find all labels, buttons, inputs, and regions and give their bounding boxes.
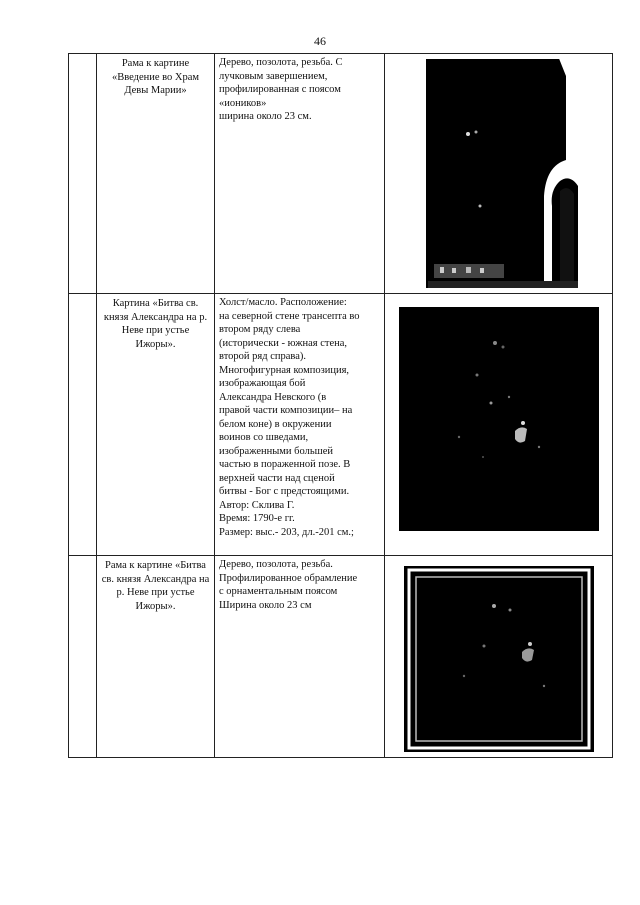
description-line: правой части композиции– на <box>219 405 353 416</box>
description-line: Александра Невского (в <box>219 391 327 403</box>
page-number: 46 <box>314 34 326 48</box>
description-line: Профилированное обрамление <box>219 572 358 584</box>
description-line: второй ряд справа). <box>219 351 306 362</box>
description-line: Автор: Склива Г. <box>219 499 295 511</box>
description-line: на северной стене трансепта во <box>219 310 360 322</box>
description-line: (исторически - южная стена, <box>219 337 348 349</box>
description-line: «иоников» <box>219 97 267 109</box>
description-line: битвы - Бог с предстоящими. <box>219 486 350 497</box>
framed-arched-painting-photo <box>420 56 578 288</box>
description-line: Дерево, позолота, резьба. <box>219 559 333 570</box>
description-line: Размер: выс.- 203, дл.-201 см.; <box>219 526 354 538</box>
description-line: частью в пораженной позе. В <box>219 459 351 470</box>
battle-painting-photo <box>399 307 599 531</box>
name-cell <box>97 556 215 758</box>
table-row <box>69 556 613 758</box>
description-line: Ширина около 23 см <box>219 599 312 611</box>
table-row <box>69 294 613 556</box>
inventory-table <box>68 53 613 758</box>
table-row <box>69 54 613 294</box>
description-line: Дерево, позолота, резьба. С <box>219 57 343 68</box>
description-cell <box>215 54 385 294</box>
framed-battle-painting-photo <box>404 566 594 752</box>
description-line: изображенными большей <box>219 445 334 457</box>
description-line: лучковым завершением, <box>219 70 328 82</box>
description-line: белом коне) в окружении <box>219 418 332 430</box>
description-line: с орнаментальным поясом <box>219 586 338 597</box>
photo-cell <box>385 54 613 294</box>
description-line: Время: 1790-е гг. <box>219 513 295 524</box>
name-cell <box>97 294 215 556</box>
description-line: верхней части над сценой <box>219 472 335 484</box>
description-cell <box>215 294 385 556</box>
description-line: профилированная с поясом <box>219 84 341 95</box>
name-cell <box>97 54 215 294</box>
description-line: втором ряду слева <box>219 324 301 335</box>
number-cell <box>69 54 97 294</box>
item-name: Рама к картине «Введение во Храм Девы Марии» <box>111 58 200 96</box>
item-name: Рама к картине «Битва св. князя Александра на р. Неве при устье Ижоры». <box>101 560 210 612</box>
description-line: Холст/масло. Расположение: <box>219 297 347 308</box>
description-line: изображающая бой <box>219 378 306 389</box>
description-line: ширина около 23 см. <box>219 111 312 122</box>
description-line: Многофигурная композиция, <box>219 364 350 376</box>
number-cell <box>69 556 97 758</box>
item-name: Картина «Битва св. князя Александра на р. Неве при устье Ижоры». <box>103 298 208 350</box>
photo-cell <box>385 556 613 758</box>
number-cell <box>69 294 97 556</box>
photo-cell <box>385 294 613 556</box>
description-cell <box>215 556 385 758</box>
description-line: воинов со шведами, <box>219 432 309 443</box>
